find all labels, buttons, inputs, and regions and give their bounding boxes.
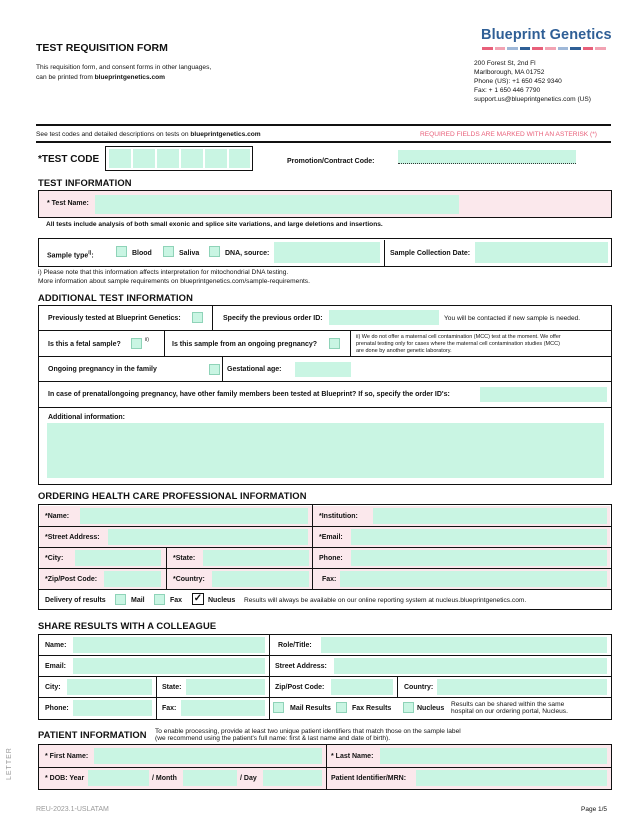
hcp-zip-label: *Zip/Post Code:: [45, 576, 98, 583]
first-name-label: * First Name:: [45, 753, 89, 760]
patient-info-heading: PATIENT INFORMATION: [38, 729, 147, 740]
additional-info-heading: ADDITIONAL TEST INFORMATION: [38, 292, 193, 303]
sample-type-label: Sample type$^{i)}$:: [47, 250, 94, 260]
hcp-email-input[interactable]: [351, 529, 607, 545]
colleague-street-input[interactable]: [334, 658, 607, 674]
hcp-fax-input[interactable]: [340, 571, 607, 587]
colleague-phone-input[interactable]: [73, 700, 152, 716]
delivery-mail-label: Mail: [131, 597, 145, 604]
letter-side-label: LETTER: [6, 747, 13, 780]
dob-month-input[interactable]: [183, 770, 237, 786]
colleague-phone-label: Phone:: [45, 705, 69, 712]
brand-stripe-segment: [482, 47, 493, 50]
patient-note-1: To enable processing, provide at least two unique patient identifiers that match those on the sample label: [155, 728, 461, 735]
mcc-note-1: ii) We do not offer a maternal cell contamination (MCC) test at the moment. We offer: [356, 334, 561, 340]
institution-label: *Institution:: [319, 513, 358, 520]
dob-day-label: / Day: [240, 775, 257, 782]
test-code-digit-4[interactable]: [181, 149, 203, 168]
test-code-digit-2[interactable]: [133, 149, 155, 168]
mcc-note-2: prenatal testing only for cases where the maternal cell contamination studies (MCC): [356, 341, 560, 347]
colleague-role-label: Role/Title:: [278, 642, 312, 649]
hcp-zip-input[interactable]: [104, 571, 161, 587]
hcp-country-label: *Country:: [173, 576, 205, 583]
collection-date-label: Sample Collection Date:: [390, 250, 471, 257]
ordering-hcp-heading: ORDERING HEALTH CARE PROFESSIONAL INFORMATION: [38, 490, 307, 501]
colleague-fax-label: Fax:: [162, 705, 177, 712]
test-code-digit-3[interactable]: [157, 149, 179, 168]
fetal-footnote-ref: ii): [145, 337, 149, 343]
delivery-fax-label: Fax: [170, 597, 183, 604]
blood-checkbox[interactable]: [116, 246, 127, 257]
hcp-name-input[interactable]: [80, 508, 308, 524]
prev-tested-label: Previously tested at Blueprint Genetics:: [48, 315, 181, 322]
checkmark-icon: ✓: [193, 593, 203, 604]
fax-results-label: Fax Results: [352, 705, 392, 712]
dob-year-input[interactable]: [88, 770, 149, 786]
analysis-note: All tests include analysis of both small exonic and splice site variations, and large deletions and insertions.: [46, 221, 383, 228]
gestational-age-input[interactable]: [295, 362, 351, 377]
brand-stripe-segment: [583, 47, 594, 50]
mail-results-checkbox[interactable]: [273, 702, 284, 713]
hcp-street-label: *Street Address:: [45, 534, 100, 541]
brand-stripe-segment: [495, 47, 506, 50]
first-name-input[interactable]: [94, 748, 322, 764]
contact-note: You will be contacted if new sample is needed.: [444, 315, 581, 322]
colleague-state-input[interactable]: [186, 679, 265, 695]
brand-stripe: [482, 47, 608, 50]
saliva-label: Saliva: [179, 250, 200, 257]
delivery-fax-checkbox[interactable]: [154, 594, 165, 605]
delivery-mail-checkbox[interactable]: [115, 594, 126, 605]
colleague-name-label: Name:: [45, 642, 67, 649]
hcp-name-label: *Name:: [45, 513, 70, 520]
phone-us: Phone (US): +1 650 452 9340: [474, 78, 562, 85]
ongoing-family-checkbox[interactable]: [209, 364, 220, 375]
nucleus-note: Results will always be available on our online reporting system at nucleus.blueprintgenetics.com.: [244, 597, 527, 604]
hcp-email-label: *Email:: [319, 534, 343, 541]
page-number: Page 1/5: [581, 806, 608, 813]
fetal-sample-checkbox[interactable]: [131, 338, 142, 349]
address-line-2: Marlborough, MA 01752: [474, 69, 545, 76]
prev-order-input[interactable]: [329, 310, 439, 325]
saliva-checkbox[interactable]: [163, 246, 174, 257]
colleague-state-label: State:: [162, 684, 182, 691]
brand-stripe-segment: [558, 47, 569, 50]
colleague-street-label: Street Address:: [275, 663, 327, 670]
share-nucleus-label: Nucleus: [417, 705, 445, 712]
test-info-heading: TEST INFORMATION: [38, 177, 132, 188]
hcp-city-label: *City:: [45, 555, 64, 562]
colleague-zip-label: Zip/Post Code:: [275, 684, 325, 691]
additional-info-label: Additional information:: [48, 414, 125, 421]
additional-info-textarea[interactable]: [47, 423, 604, 478]
dob-month-label: / Month: [152, 775, 177, 782]
hcp-fax-label: Fax:: [322, 576, 337, 583]
support-email: support.us@blueprintgenetics.com (US): [474, 96, 592, 103]
last-name-input[interactable]: [380, 748, 607, 764]
prenatal-order-input[interactable]: [480, 387, 607, 402]
ongoing-family-label: Ongoing pregnancy in the family: [48, 366, 157, 373]
fax-us: Fax: + 1 650 446 7790: [474, 87, 541, 94]
colleague-role-input[interactable]: [321, 637, 607, 653]
hcp-state-label: *State:: [173, 555, 196, 562]
institution-input[interactable]: [373, 508, 607, 524]
hcp-phone-label: Phone:: [319, 555, 343, 562]
delivery-label: Delivery of results: [45, 597, 106, 604]
hcp-city-input[interactable]: [75, 550, 161, 566]
mrn-label: Patient Identifier/MRN:: [331, 775, 407, 782]
brand-stripe-segment: [520, 47, 531, 50]
form-title: TEST REQUISITION FORM: [36, 42, 168, 54]
collection-date-input[interactable]: [475, 242, 608, 263]
promo-code-label: Promotion/Contract Code:: [287, 158, 375, 165]
hcp-phone-input[interactable]: [351, 550, 607, 566]
mtdna-footnote: i) Please note that this information affects interpretation for mitochondrial DNA testing.: [38, 269, 289, 276]
last-name-label: * Last Name:: [331, 753, 374, 760]
brand-stripe-segment: [532, 47, 543, 50]
hcp-street-input[interactable]: [108, 529, 308, 545]
address-line-1: 200 Forest St, 2nd Fl: [474, 60, 536, 67]
colleague-zip-input[interactable]: [331, 679, 393, 695]
colleague-country-input[interactable]: [437, 679, 607, 695]
dob-day-input[interactable]: [263, 770, 322, 786]
prenatal-question: In case of prenatal/ongoing pregnancy, have other family members been tested at Blueprint? If so, specify the order ID's:: [48, 391, 450, 398]
test-name-label: * Test Name:: [47, 200, 89, 207]
sample-requirements-note: More information about sample requirements on blueprintgenetics.com/sample-requirements.: [38, 278, 310, 285]
dna-source-input[interactable]: [274, 242, 380, 263]
test-name-input[interactable]: [95, 195, 459, 214]
delivery-nucleus-checkbox[interactable]: [192, 593, 204, 605]
prev-tested-checkbox[interactable]: [192, 312, 203, 323]
header-divider: [36, 124, 611, 126]
brand-stripe-segment: [545, 47, 556, 50]
sample-divider: [384, 240, 385, 266]
dna-source-label: DNA, source:: [225, 250, 270, 257]
colleague-email-label: Email:: [45, 663, 67, 670]
share-results-heading: SHARE RESULTS WITH A COLLEAGUE: [38, 620, 217, 631]
test-code-label: *TEST CODE: [38, 154, 100, 165]
brand-stripe-segment: [570, 47, 581, 50]
colleague-city-label: City:: [45, 684, 61, 691]
colleague-city-input[interactable]: [67, 679, 152, 695]
hcp-state-input[interactable]: [203, 550, 309, 566]
intro-line-1: This requisition form, and consent forms in other languages,: [36, 64, 212, 71]
share-nucleus-checkbox[interactable]: [403, 702, 414, 713]
form-code: REU-2023.1-USLATAM: [36, 806, 109, 813]
hcp-country-input[interactable]: [212, 571, 309, 587]
mcc-note-3: are done by another genetic laboratory.: [356, 348, 452, 354]
brand-logo: Blueprint Genetics: [481, 27, 612, 43]
website-link[interactable]: blueprintgenetics.com: [94, 74, 166, 81]
blood-label: Blood: [132, 250, 152, 257]
test-codes-note: See test codes and detailed descriptions on tests on blueprintgenetics.com: [36, 131, 261, 138]
ongoing-pregnancy-label: Is this sample from an ongoing pregnancy?: [172, 341, 318, 348]
colleague-email-input[interactable]: [73, 658, 265, 674]
patient-note-2: (we recommend using the patient's full name: first & last name and date of birth).: [155, 735, 391, 742]
intro-line-2: can be printed from blueprintgenetics.com: [36, 74, 166, 81]
gestational-age-label: Gestational age:: [227, 366, 282, 373]
brand-stripe-segment: [507, 47, 518, 50]
mail-results-label: Mail Results: [290, 705, 331, 712]
fax-results-checkbox[interactable]: [336, 702, 347, 713]
colleague-name-input[interactable]: [73, 637, 265, 653]
promo-code-input[interactable]: [398, 150, 576, 164]
colleague-country-label: Country:: [404, 684, 434, 691]
prev-order-label: Specify the previous order ID:: [223, 315, 323, 322]
test-code-digit-6[interactable]: [229, 149, 250, 168]
share-nucleus-note-2: hospital on our ordering portal, Nucleus.: [451, 708, 568, 715]
fetal-sample-label: Is this a fetal sample?: [48, 341, 121, 348]
notice-divider: [36, 141, 611, 143]
test-code-digit-1[interactable]: [109, 149, 131, 168]
colleague-fax-input[interactable]: [181, 700, 265, 716]
ongoing-pregnancy-checkbox[interactable]: [329, 338, 340, 349]
dna-checkbox[interactable]: [209, 246, 220, 257]
share-nucleus-note-1: Results can be shared within the same: [451, 701, 565, 708]
required-fields-note: REQUIRED FIELDS ARE MARKED WITH AN ASTERISK (*): [420, 131, 597, 138]
dob-year-label: * DOB: Year: [45, 775, 85, 782]
delivery-nucleus-label: Nucleus: [208, 597, 236, 604]
brand-stripe-segment: [595, 47, 606, 50]
test-code-digit-5[interactable]: [205, 149, 227, 168]
mrn-input[interactable]: [416, 770, 607, 786]
